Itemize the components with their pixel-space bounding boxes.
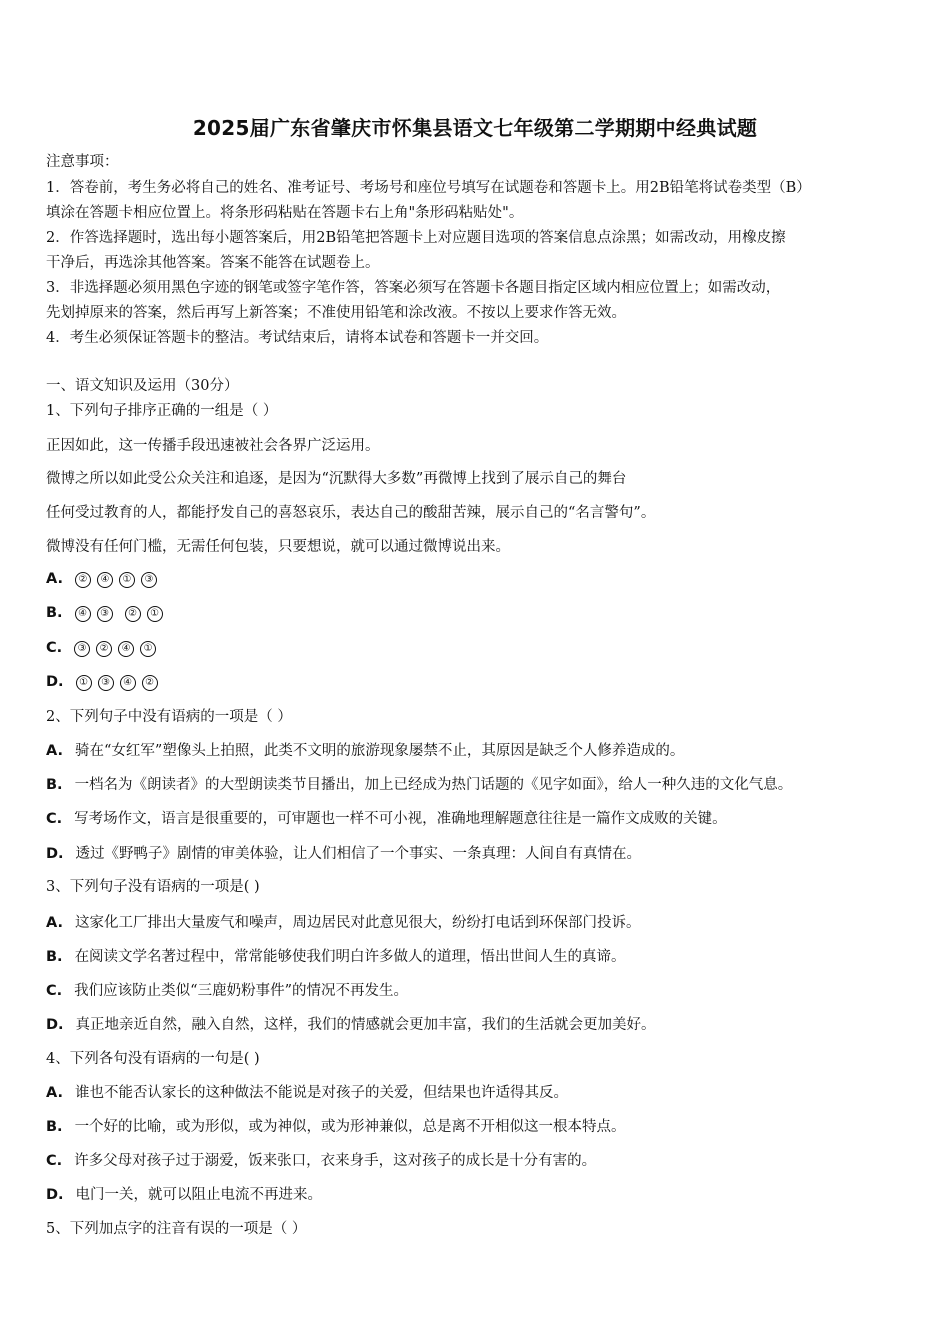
section-heading: 一、语文知识及运用（30分） (46, 378, 239, 394)
q4-option-b[interactable] (46, 1117, 916, 1137)
option-text: 我们应该防止类似“三鹿奶粉事件”的情况不再发生。 (74, 983, 408, 999)
seq-number: ④ (120, 675, 136, 691)
seq-number: ④ (75, 606, 91, 622)
seq-number: ③ (98, 675, 114, 691)
page-title: 2025届广东省肇庆市怀集县语文七年级第二学期期中经典试题 (192, 116, 758, 140)
option-label: D. (46, 1187, 64, 1203)
q2-option-d[interactable] (46, 844, 916, 864)
notice-line: 填涂在答题卡相应位置上。将条形码粘贴在答题卡右上角"条形码粘贴处"。 (46, 205, 524, 221)
option-label: C. (46, 983, 63, 999)
q1-sentence: 正因如此，这一传播手段迅速被社会各界广泛运用。 (46, 438, 380, 454)
option-label: D. (46, 674, 64, 690)
notice-line: 先划掉原来的答案，然后再写上新答案；不准使用铅笔和涂改液。不按以上要求作答无效。 (46, 305, 626, 321)
q3-option-a[interactable] (46, 913, 916, 933)
option-text: 这家化工厂排出大量废气和噪声，周边居民对此意见很大，纷纷打电话到环保部门投诉。 (75, 915, 641, 931)
option-label: A. (46, 915, 63, 931)
option-text: 骑在“女红军”塑像头上拍照，此类不文明的旅游现象屡禁不止，其原因是缺乏个人修养造成的。 (75, 743, 685, 759)
option-label: A. (46, 1085, 63, 1101)
option-label: B. (46, 1119, 63, 1135)
option-text: 一个好的比喻，或为形似，或为神似，或为形神兼似，总是离不开相似这一根本特点。 (74, 1119, 626, 1135)
question-3-stem: 3、下列句子没有语病的一项是( ) (46, 879, 260, 895)
q3-option-c[interactable] (46, 981, 916, 1001)
seq-number: ① (147, 606, 163, 622)
q2-option-b[interactable] (46, 775, 916, 795)
q3-option-b[interactable] (46, 947, 916, 967)
option-label: C. (46, 640, 63, 656)
option-label: A. (46, 571, 63, 587)
notice-header: 注意事项： (46, 154, 119, 170)
option-label: B. (46, 777, 63, 793)
seq-number: ② (142, 675, 158, 691)
option-label: C. (46, 811, 63, 827)
option-label: B. (46, 605, 63, 621)
q4-option-c[interactable] (46, 1151, 916, 1171)
option-text: 电门一关，就可以阻止电流不再进来。 (75, 1187, 323, 1203)
seq-number: ② (96, 641, 112, 657)
option-text: 透过《野鸭子》剧情的审美体验，让人们相信了一个事实、一条真理：人间自有真情在。 (75, 846, 642, 862)
q2-option-a[interactable] (46, 741, 916, 761)
question-2-stem: 2、下列句子中没有语病的一项是（ ） (46, 709, 292, 725)
question-5-stem: 5、下列加点字的注音有误的一项是（ ） (46, 1221, 307, 1237)
q3-option-d[interactable] (46, 1015, 916, 1035)
option-text: 在阅读文学名著过程中，常常能够使我们明白许多做人的道理，悟出世间人生的真谛。 (74, 949, 626, 965)
seq-number: ① (76, 675, 92, 691)
q4-option-a[interactable] (46, 1083, 916, 1103)
notice-line: 3．非选择题必须用黑色字迹的钢笔或签字笔作答，答案必须写在答题卡各题目指定区域内相应位置上；如需改动， (46, 280, 781, 296)
q1-option-c[interactable] (46, 638, 916, 658)
q4-option-d[interactable] (46, 1185, 916, 1205)
notice-line: 干净后，再选涂其他答案。答案不能答在试题卷上。 (46, 255, 380, 271)
q1-option-a[interactable] (46, 569, 916, 589)
option-text: 真正地亲近自然，融入自然，这样，我们的情感就会更加丰富，我们的生活就会更加美好。 (75, 1017, 656, 1033)
seq-number: ② (75, 572, 91, 588)
q1-option-b[interactable] (46, 603, 916, 623)
option-label: C. (46, 1153, 63, 1169)
question-1-stem: 1、下列句子排序正确的一组是（ ） (46, 403, 278, 419)
seq-number: ③ (74, 641, 90, 657)
option-label: D. (46, 1017, 64, 1033)
seq-number: ① (119, 572, 135, 588)
q1-sentence: 微博之所以如此受公众关注和追逐，是因为“沉默得大多数”再微博上找到了展示自己的舞台 (46, 471, 627, 487)
notice-line: 2．作答选择题时，选出每小题答案后，用2B铅笔把答题卡上对应题目选项的答案信息点涂黑；如需改动，用橡皮擦 (46, 230, 786, 246)
seq-number: ① (140, 641, 156, 657)
seq-number: ② (125, 606, 141, 622)
option-text: 谁也不能否认家长的这种做法不能说是对孩子的关爱，但结果也许适得其反。 (75, 1085, 568, 1101)
notice-line: 4．考生必须保证答题卡的整洁。考试结束后，请将本试卷和答题卡一并交回。 (46, 330, 549, 346)
option-text: 许多父母对孩子过于溺爱，饭来张口，衣来身手，这对孩子的成长是十分有害的。 (74, 1153, 597, 1169)
option-label: B. (46, 949, 63, 965)
question-4-stem: 4、下列各句没有语病的一句是( ) (46, 1051, 260, 1067)
option-label: D. (46, 846, 64, 862)
seq-number: ④ (118, 641, 134, 657)
seq-number: ④ (97, 572, 113, 588)
seq-number: ③ (141, 572, 157, 588)
q2-option-c[interactable] (46, 809, 916, 829)
q1-sentence: 任何受过教育的人，都能抒发自己的喜怒哀乐，表达自己的酸甜苦辣，展示自己的“名言警句”。 (46, 505, 656, 521)
q1-option-d[interactable] (46, 672, 916, 692)
notice-line: 1．答卷前，考生务必将自己的姓名、准考证号、考场号和座位号填写在试题卷和答题卡上。用2B铅笔将试卷类型（B） (46, 180, 811, 196)
option-text: 一档名为《朗读者》的大型朗读类节目播出，加上已经成为热门话题的《见字如面》，给人一种久违的文化气息。 (74, 777, 793, 793)
seq-number: ③ (97, 606, 113, 622)
option-label: A. (46, 743, 63, 759)
option-text: 写考场作文，语言是很重要的，可审题也一样不可小视，准确地理解题意往往是一篇作文成败的关键。 (74, 811, 727, 827)
q1-sentence: 微博没有任何门槛，无需任何包装，只要想说，就可以通过微博说出来。 (46, 539, 510, 555)
